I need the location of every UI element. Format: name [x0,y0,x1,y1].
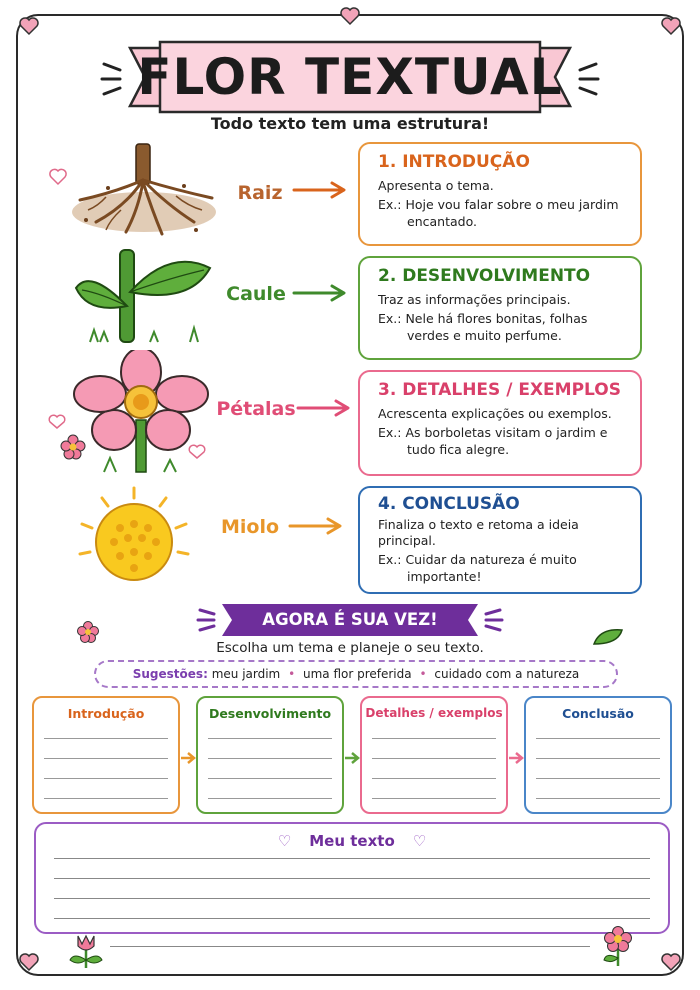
plan-box-title: Conclusão [562,706,634,721]
suggestion-item: uma flor preferida [302,667,412,681]
page-title: FLOR TEXTUAL [137,48,563,106]
heart-icon [188,444,206,460]
heart-icon [48,414,66,430]
writing-box[interactable] [34,822,670,934]
part-label-petalas: Pétalas [216,398,296,420]
suggestion-item: meu jardim [211,667,281,681]
card-title: 4. CONCLUSÃO [378,494,520,514]
tulip-icon [66,930,106,970]
card-description: Acrescenta explicações ou exemplos. [378,406,612,421]
card-title: 3. DETALHES / EXEMPLOS [378,380,621,400]
flower-center-icon [72,484,196,588]
heart-icon [660,952,682,972]
small-flower-icon [598,926,638,968]
plan-box-introducao[interactable] [32,696,180,814]
card-conclusao [358,486,642,594]
part-label-miolo: Miolo [220,516,280,538]
small-flower-icon [60,434,86,460]
plan-box-conclusao[interactable] [524,696,672,814]
card-example: Ex.: As borboletas visitam o jardim e tudo fica alegre. [378,425,608,457]
card-introducao [358,142,642,246]
plan-box-desenvolvimento[interactable] [196,696,344,814]
heart-icon [48,168,68,186]
card-example: Ex.: Nele há flores bonitas, folhas verdes e muito perfume. [378,311,588,343]
writing-title: ♡ Meu texto ♡ [277,832,427,850]
heart-icon [18,16,40,36]
plan-box-title: Introdução [67,706,145,721]
part-label-raiz: Raiz [237,182,283,204]
suggestions-box: Sugestões: meu jardim • uma flor preferida • cuidado com a natureza [94,660,618,688]
activity-instruction: Escolha um tema e planeje o seu texto. [216,640,484,656]
suggestion-item: cuidado com a natureza [434,667,580,681]
plan-box-detalhes[interactable] [360,696,508,814]
suggestions-label: Sugestões: [132,667,208,681]
card-title: 1. INTRODUÇÃO [378,152,530,172]
card-example: Ex.: Cuidar da natureza é muito importante! [378,552,577,584]
arrow-right-icon [288,516,348,536]
arrow-right-icon [292,180,352,200]
arrow-right-icon [292,283,352,303]
part-label-caule: Caule [226,283,286,305]
card-title: 2. DESENVOLVIMENTO [378,266,591,286]
activity-title: AGORA É SUA VEZ! [262,610,438,629]
card-detalhes [358,370,642,476]
card-example: Ex.: Hoje vou falar sobre o meu jardim encantado. [378,197,619,229]
card-description: Finaliza o texto e retoma a ideia principal. [378,517,579,548]
card-desenvolvimento [358,256,642,360]
arrow-right-icon [296,398,356,418]
plan-box-title: Detalhes / exemplos [365,706,503,720]
heart-icon [339,6,361,26]
page-subtitle: Todo texto tem uma estrutura! [210,114,490,133]
heart-icon [660,16,682,36]
heart-icon [18,952,40,972]
plan-box-title: Desenvolvimento [208,706,332,721]
card-description: Traz as informações principais. [378,292,571,307]
card-description: Apresenta o tema. [378,178,494,193]
roots-icon [66,140,222,240]
